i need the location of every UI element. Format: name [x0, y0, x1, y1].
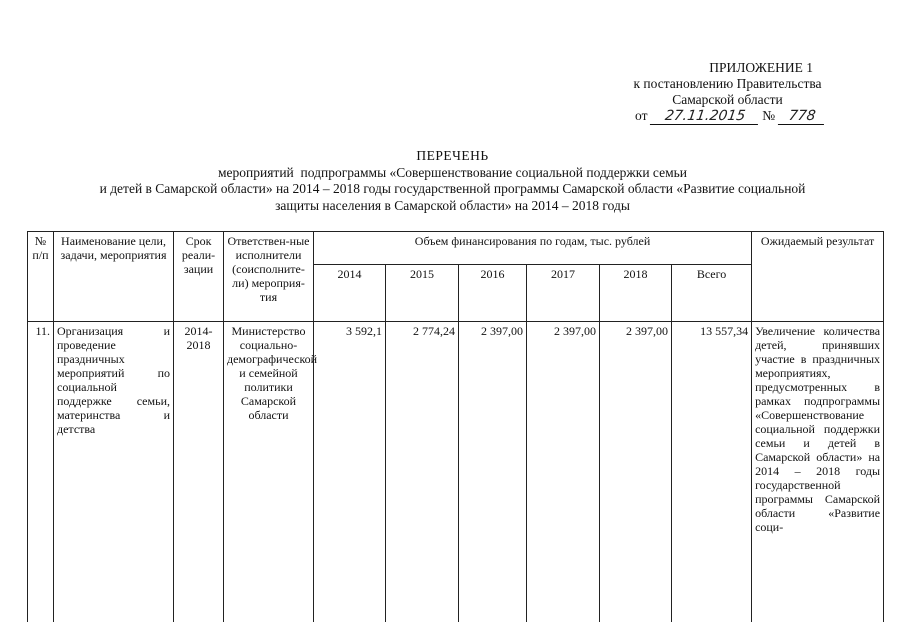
- annex-resolution-line: к постановлению Правительства: [633, 76, 822, 91]
- row-value-2017: 2 397,00: [527, 322, 600, 623]
- annex-block: [590, 60, 865, 128]
- measures-table: [27, 231, 884, 622]
- annex-region-line: Самарской области: [672, 92, 783, 107]
- title-line-3: защиты населения в Самарской области» на 2014 – 2018 годы: [275, 197, 630, 213]
- document-title: [0, 148, 905, 214]
- header-result: Ожидаемый результат: [752, 232, 884, 322]
- header-year-2014: 2014: [314, 265, 386, 322]
- annex-date-line: [590, 108, 865, 128]
- row-value-2014: 3 592,1: [314, 322, 386, 623]
- annex-title: ПРИЛОЖЕНИЕ 1: [709, 60, 813, 75]
- row-value-2016: 2 397,00: [459, 322, 527, 623]
- header-term: Срок реали-зации: [174, 232, 224, 322]
- row-name: Организация и проведение праздничных мероприятий по социальной поддержке семьи, материнства и детства: [54, 322, 174, 623]
- header-funding-group: Объем финансирования по годам, тыс. рублей: [314, 232, 752, 265]
- header-year-2015: 2015: [386, 265, 459, 322]
- title-heading: ПЕРЕЧЕНЬ: [416, 148, 489, 163]
- title-line-2: и детей в Самарской области» на 2014 – 2018 годы государственной программы Самарской области «Развитие социальной: [99, 181, 806, 196]
- header-num: № п/п: [28, 232, 54, 322]
- header-total: Всего: [672, 265, 752, 322]
- header-year-2016: 2016: [459, 265, 527, 322]
- header-year-2017: 2017: [527, 265, 600, 322]
- row-term: 2014-2018: [174, 322, 224, 623]
- row-value-2018: 2 397,00: [600, 322, 672, 623]
- header-name: Наименование цели, задачи, мероприятия: [54, 232, 174, 322]
- header-year-2018: 2018: [600, 265, 672, 322]
- row-executor: Министерство социально-демографической и семейной политики Самарской области: [224, 322, 314, 623]
- row-num: 11.: [28, 322, 54, 623]
- table-row: [28, 322, 884, 623]
- title-line-1: мероприятий подпрограммы «Совершенствование социальной поддержки семьи: [217, 164, 687, 180]
- annex-number-sign: №: [762, 108, 776, 123]
- header-executors: Ответствен-ные исполнители (соисполните-ли) мероприя-тия: [224, 232, 314, 322]
- handwritten-number: 778: [777, 109, 825, 125]
- handwritten-date: 27.11.2015: [650, 109, 760, 125]
- table-header-row: [28, 232, 884, 265]
- row-value-2015: 2 774,24: [386, 322, 459, 623]
- row-result: Увеличение количества детей, принявших участие в праздничных мероприятиях, предусмотренных в рамках подпрограммы «Совершенствование социальной поддержки семьи и детей в Самарской области» на 2014 – 2018 годы государственной программы Самарской области «Развитие соци-: [752, 322, 884, 623]
- annex-from-prefix: от: [635, 108, 648, 123]
- row-value-total: 13 557,34: [672, 322, 752, 623]
